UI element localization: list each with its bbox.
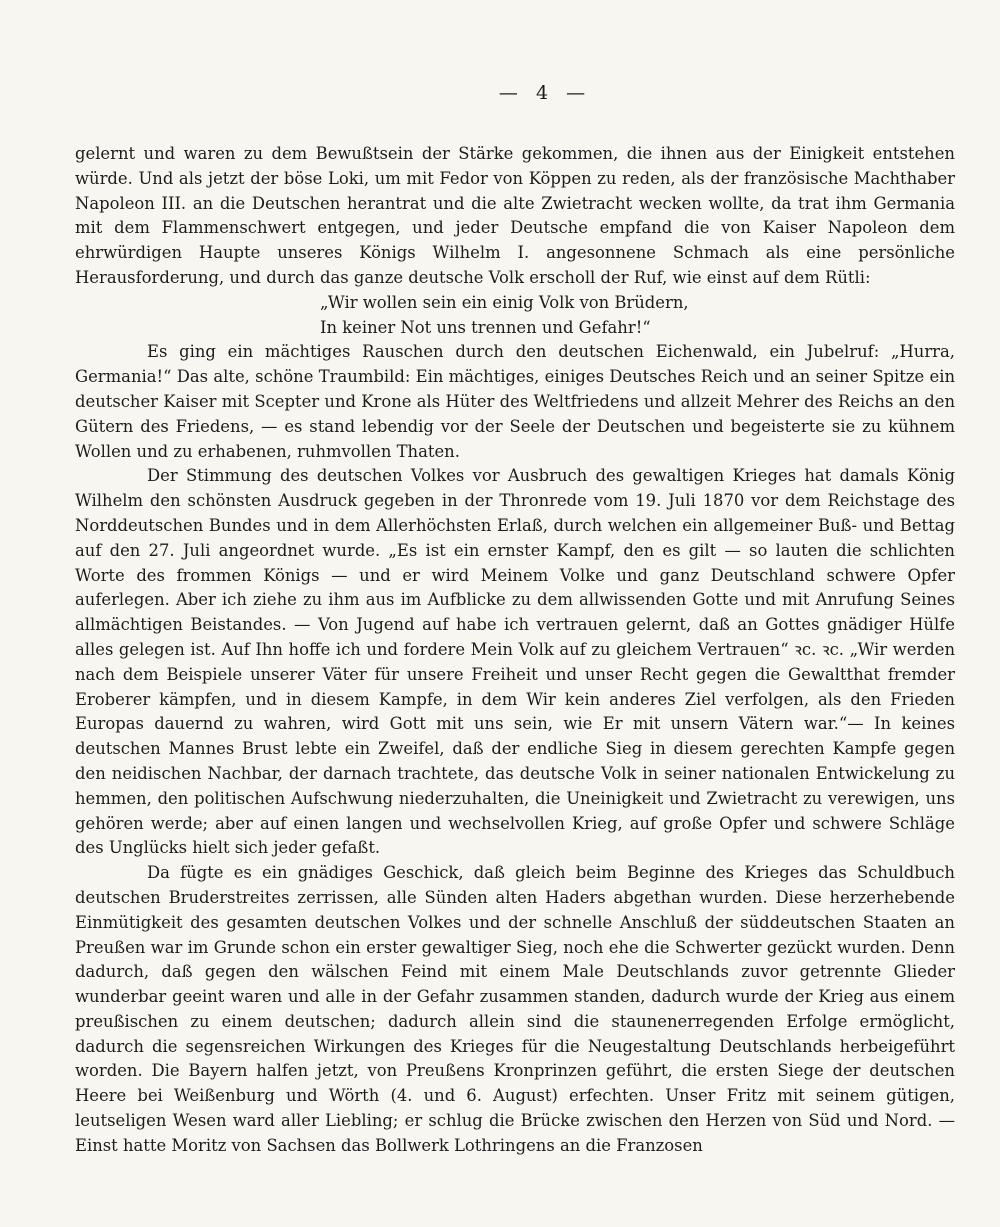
paragraph-jubelruf: Es ging ein mächtiges Rauschen durch den deutschen Eichenwald, ein Jubelruf: „Hurra, Germania!“ Das alte, schöne Traumbild: Ein mächtiges, einiges Deutsches Reich und an seiner Spitze ein deutscher Kaiser mit Scepter und Krone als Hüter des Weltfriedens und allzeit Mehrer des Reichs an den Gütern des Friedens, — es stand lebendig vor der Seele der Deutschen und begeisterte sie zu kühnem Wollen und zu erhabenen, ruhmvollen Thaten. bbox=[75, 342, 955, 461]
paragraph-einmuetigkeit: Da fügte es ein gnädiges Geschick, daß gleich beim Beginne des Krieges das Schuldbuch deutschen Bruderstreites zerrissen, alle Sünden alten Haders abgethan wurden. Diese herzerhebende Einmütigkeit des gesamten deutschen Volkes und der schnelle Anschluß der süddeutschen Staaten an Preußen war im Grunde schon ein erster gewaltiger Sieg, noch ehe die Schwerter gezückt wurden. Denn dadurch, daß gegen den wälschen Feind mit einem Male Deutschlands zuvor getrennte Glieder wunderbar geeint waren und alle in der Gefahr zusammen standen, dadurch wurde der Krieg aus einem preußischen zu einem deutschen; dadurch allein sind die staunenerregenden Erfolge ermöglicht, dadurch die segensreichen Wirkungen des Krieges für die Neugestaltung Deutschlands herbeigeführt worden. Die Bayern halfen jetzt, von Preußens Kronprinzen geführt, die ersten Siege der deutschen Heere bei Weißenburg und Wörth (4. und 6. August) erfechten. Unser Fritz mit seinem gütigen, leutseligen Wesen ward aller Liebling; er schlug die Brücke zwischen den Herzen von Süd und Nord. — Einst hatte Moritz von Sachsen das Bollwerk Lothringens an die Franzosen bbox=[75, 863, 955, 1155]
verse-line-2: In keiner Not uns trennen und Gefahr!“ bbox=[320, 317, 651, 337]
document-page bbox=[75, 82, 955, 1159]
verse-line-1: „Wir wollen sein ein einig Volk von Brüdern, bbox=[320, 292, 689, 312]
verse-quote bbox=[75, 291, 955, 341]
page-number: — 4 — bbox=[498, 82, 592, 104]
paragraph-continuation: gelernt und waren zu dem Bewußtsein der Stärke gekommen, die ihnen aus der Einigkeit entstehen würde. Und als jetzt der böse Loki, um mit Fedor von Köppen zu reden, als der französische Machthaber Napoleon III. an die Deutschen herantrat und die alte Zwietracht wecken wollte, da trat ihm Germania mit dem Flammenschwert entgegen, und jeder Deutsche empfand die von Kaiser Napoleon dem ehrwürdigen Haupte unseres Königs Wilhelm I. angesonnene Schmach als eine persönliche Herausforderung, und durch das ganze deutsche Volk erscholl der Ruf, wie einst auf dem Rütli: bbox=[75, 144, 955, 287]
paragraph-thronrede: Der Stimmung des deutschen Volkes vor Ausbruch des gewaltigen Krieges hat damals König Wilhelm den schönsten Ausdruck gegeben in der Thronrede vom 19. Juli 1870 vor dem Reichstage des Norddeutschen Bundes und in dem Allerhöchsten Erlaß, durch welchen ein allgemeiner Buß- und Bettag auf den 27. Juli angeordnet wurde. „Es ist ein ernster Kampf, den es gilt — so lauten die schlichten Worte des frommen Königs — und er wird Meinem Volke und ganz Deutschland schwere Opfer auferlegen. Aber ich ziehe zu ihm aus im Aufblicke zu dem allwissenden Gotte und mit Anrufung Seines allmächtigen Beistandes. — Von Jugend auf habe ich vertrauen gelernt, daß an Gottes gnädiger Hülfe alles gelegen ist. Auf Ihn hoffe ich und fordere Mein Volk auf zu gleichem Vertrauen“ ꝛc. ꝛc. „Wir werden nach dem Beispiele unserer Väter für unsere Freiheit und unser Recht gegen die Gewaltthat fremder Eroberer kämpfen, und in diesem Kampfe, in dem Wir kein anderes Ziel verfolgen, als den Frieden Europas dauernd zu wahren, wird Gott mit uns sein, wie Er mit unsern Vätern war.“— In keines deutschen Mannes Brust lebte ein Zweifel, daß der endliche Sieg in diesem gerechten Kampfe gegen den neidischen Nachbar, der darnach trachtete, das deutsche Volk in seiner nationalen Entwickelung zu hemmen, den politischen Aufschwung niederzuhalten, die Uneinigkeit und Zwietracht zu verewigen, uns gehören werde; aber auf einen langen und wechselvollen Krieg, auf große Opfer und schwere Schläge des Unglücks hielt sich jeder gefaßt. bbox=[75, 466, 955, 858]
